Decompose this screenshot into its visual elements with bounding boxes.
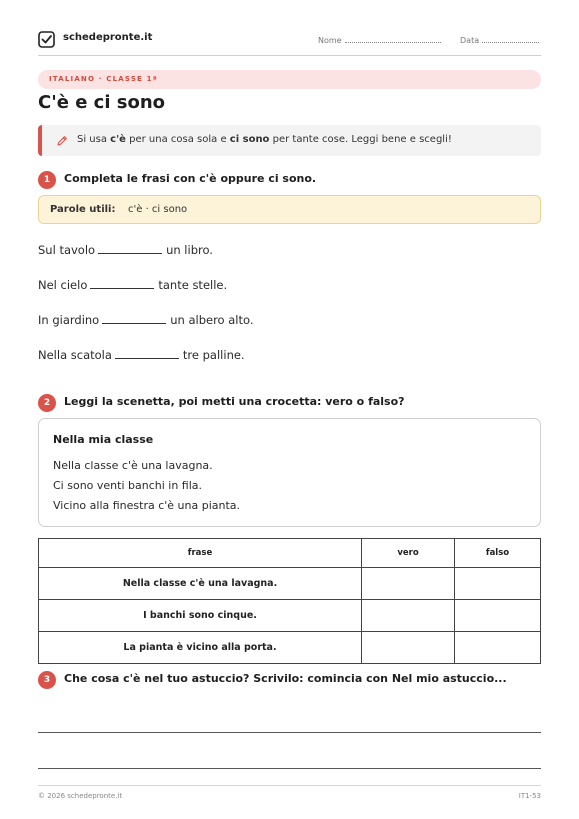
table-row [39,600,541,632]
tip-text: Si usa c'è per una cosa sola e ci sono per tante cose. Leggi bene e scegli! [77,134,452,145]
date-field[interactable] [460,35,539,45]
tip-box [38,125,541,156]
blank-1[interactable] [98,243,162,254]
header-falso: falso [455,539,541,568]
name-label: Nome [318,36,342,45]
table-row [39,568,541,600]
name-field[interactable] [318,35,441,45]
statement-2: I banchi sono cinque. [39,600,362,632]
subject-tag [38,70,541,89]
header [38,29,541,56]
page-title: C'è e ci sono [38,92,166,113]
blank-4[interactable] [115,348,179,359]
sentence-2: Nel cielo tante stelle. [38,278,228,292]
story-line-2: Ci sono venti banchi in fila. [53,479,203,492]
falso-box-2[interactable] [455,600,541,632]
footer [38,785,541,800]
table-row [39,632,541,664]
header-vero: vero [362,539,455,568]
table-header-row [39,539,541,568]
header-frase: frase [39,539,362,568]
writing-line-1[interactable] [38,732,541,733]
checkbox-logo-icon [38,31,55,48]
date-label: Data [460,36,480,45]
subject-tag-text: ITALIANO · CLASSE 1ª [49,75,158,83]
vero-box-3[interactable] [362,632,455,664]
footer-code: IT1-53 [518,792,541,800]
question-3-text: Che cosa c'è nel tuo astuccio? Scrivilo: comincia con Nel mio astuccio... [64,672,507,685]
footer-copyright: © 2026 schedepronte.it [38,792,123,800]
writing-line-2[interactable] [38,768,541,769]
pencil-icon [56,135,68,147]
true-false-table [38,538,541,664]
falso-box-1[interactable] [455,568,541,600]
vero-box-2[interactable] [362,600,455,632]
question-1-text: Completa le frasi con c'è oppure ci sono. [64,172,317,185]
blank-2[interactable] [90,278,154,289]
word-bank-values: c'è · ci sono [128,204,188,215]
brand-name: schedepronte.it [63,32,153,43]
story-title: Nella mia classe [53,433,154,446]
blank-3[interactable] [102,313,166,324]
statement-1: Nella classe c'è una lavagna. [39,568,362,600]
sentence-1: Sul tavolo un libro. [38,243,213,257]
name-line[interactable] [345,35,441,43]
statement-3: La pianta è vicino alla porta. [39,632,362,664]
question-2-text: Leggi la scenetta, poi metti una crocetta: vero o falso? [64,395,405,408]
question-2-number: 2 [38,394,56,412]
date-line[interactable] [482,35,539,43]
story-box [38,418,541,527]
sentence-3: In giardino un albero alto. [38,313,254,327]
sentence-4: Nella scatola tre palline. [38,348,245,362]
story-line-3: Vicino alla finestra c'è una pianta. [53,499,241,512]
vero-box-1[interactable] [362,568,455,600]
question-3-number: 3 [38,671,56,689]
word-bank [38,195,541,224]
falso-box-3[interactable] [455,632,541,664]
question-1-number: 1 [38,171,56,189]
story-line-1: Nella classe c'è una lavagna. [53,459,213,472]
word-bank-label: Parole utili: [50,204,116,215]
worksheet-page [38,0,541,819]
